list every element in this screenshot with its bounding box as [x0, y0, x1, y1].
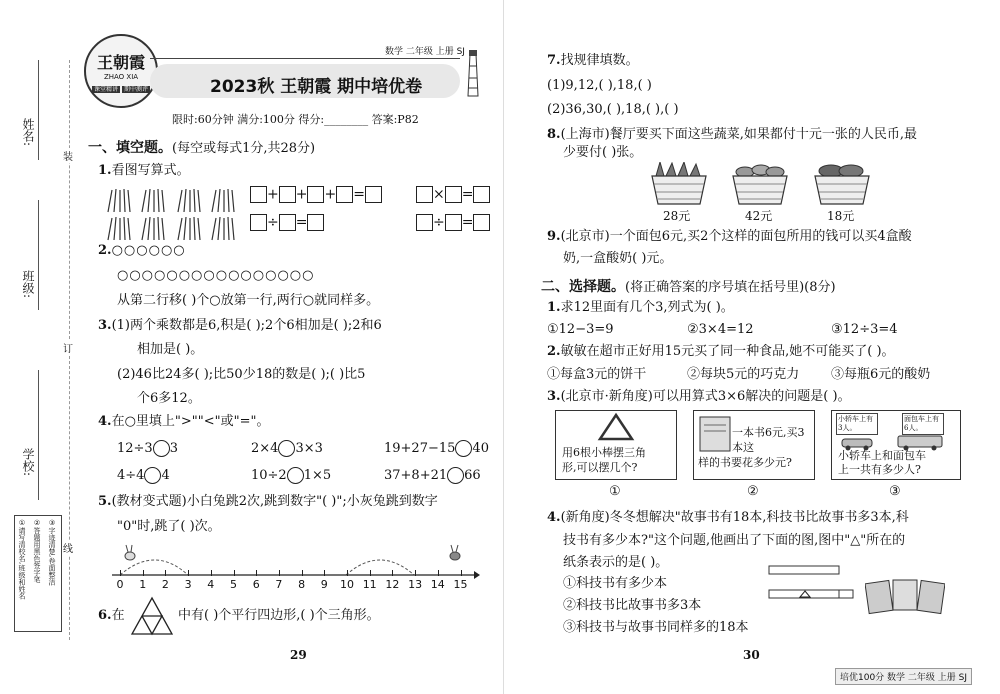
- q1-text: 看图写算式。: [111, 163, 190, 178]
- choice-1: [547, 300, 734, 316]
- q6-text-b: 中有( )个平行四边形,( )个三角形。: [178, 608, 380, 623]
- q8-number: 8.: [547, 127, 561, 142]
- number-line-tick: [392, 570, 393, 576]
- q7-number: 7.: [547, 53, 561, 68]
- answer-box[interactable]: [307, 186, 324, 203]
- notice-3: ③字迹清楚,卷面整洁: [48, 519, 56, 586]
- q4: [98, 414, 269, 430]
- page-number-29: 29: [290, 648, 307, 662]
- compare-circle[interactable]: [287, 467, 304, 484]
- lighthouse-icon: [462, 50, 484, 100]
- school-line: [38, 370, 39, 500]
- card-1-line-2: 形,可以摆几个?: [562, 461, 638, 474]
- q5: [98, 494, 438, 510]
- vegetable-basket-2: [731, 162, 789, 210]
- page-number-30: 30: [743, 648, 760, 662]
- choice-1-number: 1.: [547, 300, 561, 315]
- car-bubble: 小轿车上有3人。: [836, 413, 878, 435]
- price-2: 42元: [745, 209, 773, 223]
- section-1-heading: 一、填空题。: [88, 140, 172, 156]
- books-illustration: [865, 574, 945, 620]
- badge-1: 课堂精讲: [94, 86, 119, 93]
- badge-2: 期中测评: [123, 86, 148, 93]
- compare-circle[interactable]: [144, 467, 161, 484]
- q1-picture: [104, 184, 244, 214]
- q4-left: 2×4: [251, 441, 279, 456]
- card-2-line-1: 一本书6元,买3本这: [732, 426, 805, 454]
- page-title: 2023秋 王朝霞 期中培优卷: [210, 77, 423, 97]
- choice-4-text-3: 纸条表示的是( )。: [563, 555, 669, 570]
- choice-4-option-3[interactable]: ③科技书与故事书同样多的18本: [563, 620, 749, 635]
- number-line-label: 11: [362, 578, 377, 591]
- q4-right: 40: [472, 441, 489, 456]
- right-page: [505, 0, 1000, 694]
- q1-division-boxes-2: ÷ =: [416, 214, 490, 231]
- q1-number: 1.: [98, 163, 112, 178]
- choice-2-option-1[interactable]: ①每盒3元的饼干: [547, 367, 647, 382]
- q9-text-1: (北京市)一个面包6元,买2个这样的面包所用的钱可以买4盒酸: [560, 229, 912, 244]
- card-2-line-2: 样的书要花多少元?: [698, 456, 792, 469]
- q4-left: 19+27−15: [384, 441, 456, 456]
- q1-multiply-boxes: × =: [416, 186, 490, 203]
- number-line-label: 3: [184, 578, 192, 591]
- number-line-label: 14: [430, 578, 445, 591]
- notice-1: ①请写清校名,班级和姓名: [18, 519, 26, 600]
- answer-box[interactable]: [445, 186, 462, 203]
- q4-item-2: [251, 440, 323, 457]
- choice-3-number: 3.: [547, 389, 561, 404]
- choice-4-text-2: 技书有多少本?"这个问题,他画出了下面的图,图中"△"所在的: [563, 533, 906, 548]
- q3: [98, 318, 382, 334]
- triangle-marker-icon: [800, 591, 810, 597]
- q4-left: 10÷2: [251, 468, 287, 483]
- number-line-tick: [415, 570, 416, 576]
- number-line-label: 13: [408, 578, 423, 591]
- binding-mark-2: 订: [63, 340, 73, 355]
- section-2-title: [541, 276, 836, 296]
- brand-sub: ZHAO XIA: [103, 73, 139, 81]
- name-line: [38, 60, 39, 160]
- exam-meta: 限时:60分钟 满分:100分 得分:________ 答案:P82: [172, 113, 419, 126]
- q4-item-3: [384, 440, 489, 457]
- compare-circle[interactable]: [455, 440, 472, 457]
- choice-1-option-3[interactable]: ③12÷3=4: [831, 322, 898, 337]
- vegetable-basket-3: [813, 162, 871, 210]
- book-icon: [698, 415, 734, 453]
- q4-right: 3×3: [295, 441, 323, 456]
- number-line-label: 9: [320, 578, 328, 591]
- price-3: 18元: [827, 209, 855, 223]
- choice-2-option-2[interactable]: ②每块5元的巧克力: [687, 367, 800, 382]
- number-line-label: 7: [275, 578, 283, 591]
- answer-box[interactable]: [473, 214, 490, 231]
- choice-2-text: 敏敏在超市正好用15元买了同一种食品,她不可能买了( )。: [560, 344, 895, 359]
- q5-text-2: "0"时,跳了( )次。: [117, 519, 221, 534]
- vegetable-basket-1: [650, 162, 708, 210]
- q3-part1-line1: (1)两个乘数都是6,积是( );2个6相加是( );2和6: [111, 318, 382, 333]
- header-info: 数学 二年级 上册 SJ: [385, 47, 465, 57]
- number-line-tick: [120, 570, 121, 576]
- q3-number: 3.: [98, 318, 112, 333]
- q4-text: 在○里填上">""<"或"="。: [111, 414, 270, 429]
- name-label: 姓名:: [21, 118, 35, 147]
- q5-text-1: (教材变式题)小白兔跳2次,跳到数字"( )";小灰兔跳到数字: [111, 494, 438, 509]
- card-2-number[interactable]: ②: [747, 484, 759, 499]
- choice-3-card-2: [693, 410, 815, 480]
- choice-1-option-2[interactable]: ②3×4=12: [687, 322, 754, 337]
- brand-logo: [84, 34, 158, 108]
- card-3-number[interactable]: ③: [889, 484, 901, 499]
- q3-part2-line2: 个6多12。: [137, 391, 201, 406]
- compare-circle[interactable]: [447, 467, 464, 484]
- q1-division-boxes: ÷ =: [250, 214, 324, 231]
- strip-diagram: [767, 562, 857, 602]
- notice-2: ②答题用黑色签字笔: [33, 519, 41, 583]
- answer-box[interactable]: [365, 186, 382, 203]
- number-line-tick: [234, 570, 235, 576]
- q4-right: 1×5: [303, 468, 332, 483]
- q9-number: 9.: [547, 229, 561, 244]
- section-2-note: (将正确答案的序号填在括号里)(8分): [625, 280, 836, 295]
- q2-question: 从第二行移( )个○放第一行,两行○就同样多。: [117, 293, 380, 308]
- number-line-tick: [302, 570, 303, 576]
- answer-box[interactable]: [445, 214, 462, 231]
- number-line-tick: [188, 570, 189, 576]
- header-rule: [150, 58, 460, 59]
- page-number-left: [290, 648, 307, 662]
- q6-number: 6.: [98, 608, 112, 623]
- triangle-sticks-icon: [556, 411, 676, 441]
- number-line-tick: [143, 570, 144, 576]
- choice-3-card-3: [831, 410, 961, 480]
- q7-1: (1)9,12,( ),18,( ): [547, 78, 652, 93]
- q1: [98, 163, 190, 179]
- q4-number: 4.: [98, 414, 112, 429]
- number-line-tick: [165, 570, 166, 576]
- q9-text-2: 奶,一盒酸奶( )元。: [563, 251, 673, 266]
- brand-badges: [86, 84, 156, 93]
- number-line-label: 15: [453, 578, 468, 591]
- page-number-right: [743, 648, 760, 662]
- card-1-line-1: 用6根小棒摆三角: [562, 446, 646, 459]
- section-1-title: [88, 137, 315, 157]
- q7: [547, 53, 639, 69]
- answer-box[interactable]: [250, 214, 267, 231]
- price-1: 28元: [663, 209, 691, 223]
- choice-4: [547, 510, 909, 526]
- answer-box[interactable]: [336, 186, 353, 203]
- q4-right: 66: [464, 468, 481, 483]
- q8-text-2: 少要付( )张。: [563, 145, 643, 160]
- card-1-number[interactable]: ①: [609, 484, 621, 499]
- class-line: [38, 200, 39, 310]
- q8-text-1: (上海市)餐厅要买下面这些蔬菜,如果都付十元一张的人民币,最: [560, 127, 917, 142]
- q1-picture-2: [104, 212, 244, 242]
- number-line-tick: [461, 570, 462, 576]
- q3-part2-line1: (2)46比24多( );比50少18的数是( );( )比5: [117, 367, 366, 382]
- choice-2-option-3[interactable]: ③每瓶6元的酸奶: [831, 367, 931, 382]
- number-line-label: 8: [298, 578, 306, 591]
- choice-2: [547, 344, 895, 360]
- compare-circle[interactable]: [153, 440, 170, 457]
- q4-item-4: [117, 467, 170, 484]
- number-line-label: 5: [230, 578, 237, 591]
- answer-box[interactable]: [279, 186, 296, 203]
- brand-name: 王朝霞: [96, 53, 145, 72]
- choice-3: [547, 389, 851, 405]
- q4-left: 12÷3: [117, 441, 153, 456]
- number-line-tick: [324, 570, 325, 576]
- number-line-label: 12: [385, 578, 400, 591]
- choice-4-number: 4.: [547, 510, 561, 525]
- q2-row2: ○○○○○○○○○○○○○○○○: [117, 268, 315, 283]
- q8: [547, 127, 917, 143]
- number-line-label: 4: [207, 578, 215, 591]
- triangle-figure: [130, 596, 174, 640]
- choice-4-text-1: (新角度)冬冬想解决"故事书有18本,科技书比故事书多3本,科: [560, 510, 909, 525]
- number-line-label: 6: [252, 578, 260, 591]
- number-line-label: 0: [116, 578, 124, 591]
- q2-number: 2.: [98, 243, 112, 258]
- q2: [98, 243, 186, 259]
- section-1-note: (每空或每式1分,共28分): [172, 141, 316, 156]
- q4-left: 37+8+21: [384, 468, 448, 483]
- card-3-line-1: 小轿车上和面包车: [838, 449, 926, 462]
- binding-mark-3: 线: [63, 540, 73, 555]
- van-bubble: 面包车上有6人。: [902, 413, 944, 435]
- section-2-heading: 二、选择题。: [541, 279, 625, 295]
- answer-box[interactable]: [279, 214, 296, 231]
- q5-number: 5.: [98, 494, 112, 509]
- number-line-label: 1: [139, 578, 147, 591]
- choice-3-text: (北京市·新角度)可以用算式3×6解决的问题是( )。: [560, 389, 851, 404]
- number-line-ticks: [110, 540, 480, 600]
- number-line-tick: [211, 570, 212, 576]
- answer-box[interactable]: [416, 186, 433, 203]
- binding-mark-1: 装: [63, 148, 73, 163]
- q6: [98, 608, 125, 624]
- q1-addition-boxes: + + + =: [250, 186, 382, 203]
- card-3-line-2: 上一共有多少人?: [838, 463, 921, 476]
- q6-text-a: 在: [111, 608, 125, 623]
- number-line-tick: [279, 570, 280, 576]
- q4-left: 4÷4: [117, 468, 145, 483]
- q4-item-1: [117, 440, 178, 457]
- q4-right: 4: [161, 468, 170, 483]
- notice-box: [14, 515, 62, 632]
- q4-item-6: [384, 467, 481, 484]
- choice-1-text: 求12里面有几个3,列式为( )。: [560, 300, 734, 315]
- number-line-tick: [370, 570, 371, 576]
- q9: [547, 229, 912, 245]
- q4-item-5: [251, 467, 331, 484]
- answer-box[interactable]: [307, 214, 324, 231]
- choice-3-card-1: [555, 410, 677, 480]
- choice-4-option-1[interactable]: ①科技书有多少本: [563, 576, 668, 591]
- number-line-label: 10: [340, 578, 354, 591]
- q4-right: 3: [169, 441, 178, 456]
- answer-box[interactable]: [250, 186, 267, 203]
- q7-2: (2)36,30,( ),18,( ),( ): [547, 102, 679, 117]
- answer-box[interactable]: [416, 214, 433, 231]
- q7-text: 找规律填数。: [560, 53, 639, 68]
- choice-1-option-1[interactable]: ①12−3=9: [547, 322, 614, 337]
- number-line-tick: [438, 570, 439, 576]
- number-line-tick: [347, 570, 348, 576]
- number-line-label: 2: [161, 578, 169, 591]
- answer-box[interactable]: [473, 186, 490, 203]
- compare-circle[interactable]: [278, 440, 295, 457]
- q3-part1-line2: 相加是( )。: [137, 342, 204, 357]
- school-label: 学校:: [21, 448, 35, 477]
- footer-tag: 培优100分 数学 二年级 上册 SJ: [835, 668, 972, 685]
- choice-2-number: 2.: [547, 344, 561, 359]
- number-line-tick: [256, 570, 257, 576]
- class-label: 班级:: [21, 270, 35, 299]
- q2-row1: ○○○○○○: [111, 243, 186, 258]
- choice-4-option-2[interactable]: ②科技书比故事书多3本: [563, 598, 702, 613]
